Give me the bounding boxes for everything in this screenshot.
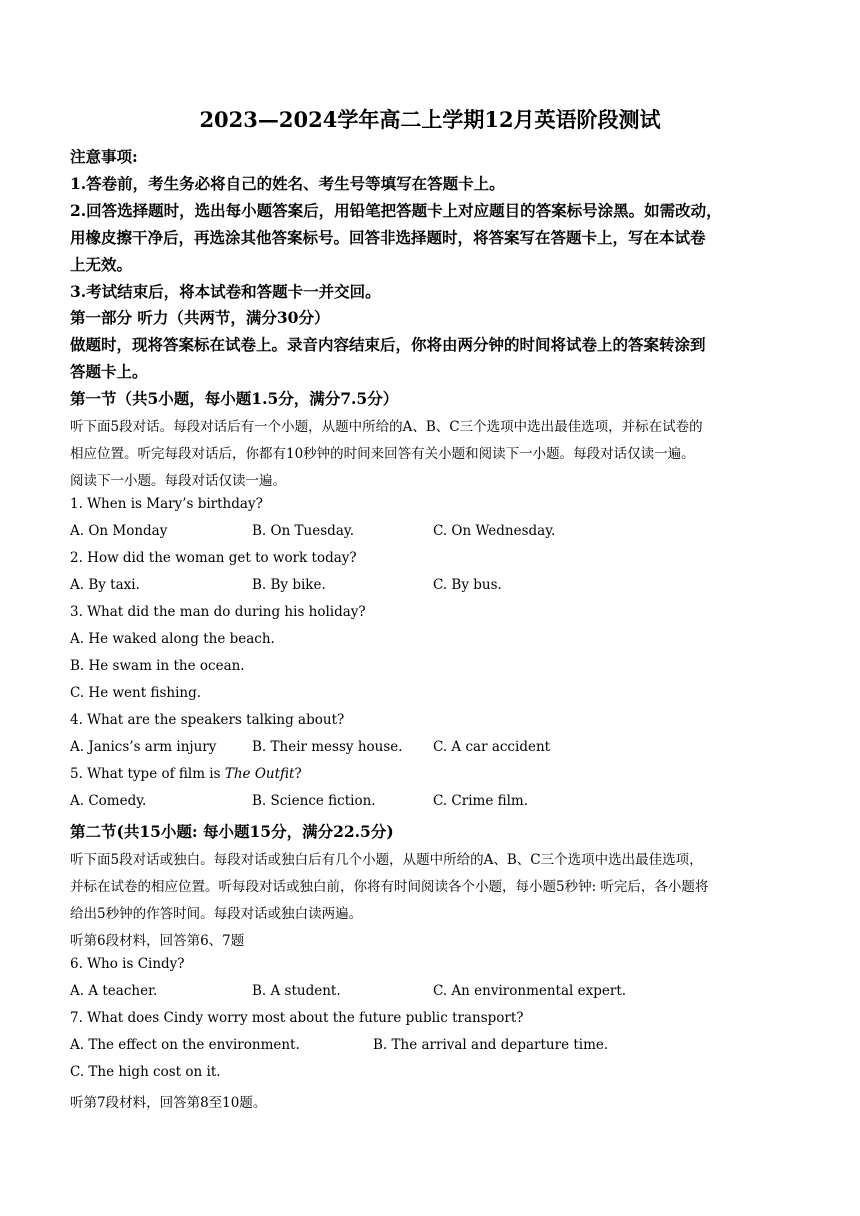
question-7-option-a: A. The effect on the environment. [70, 1037, 300, 1053]
question-6: 6. Who is Cindy? [70, 956, 185, 972]
notice-item-2-line-2: 用橡皮擦干净后，再选涂其他答案标号。回答非选择题时，将答案写在答题卡上，写在本试卷 [70, 228, 706, 247]
section1-directions-line-1: 听下面5段对话。每段对话后有一个小题，从题中所给的A、B、C三个选项中选出最佳选项，并标在试卷的 [70, 419, 703, 435]
question-4-option-c: C. A car accident [433, 739, 551, 755]
question-6-option-a: A. A teacher. [70, 983, 158, 999]
question-1-option-a: A. On Monday [70, 523, 168, 539]
question-2-option-b: B. By bike. [252, 577, 326, 593]
notice-item-1: 1.答卷前，考生务必将自己的姓名、考生号等填写在答题卡上。 [70, 174, 505, 193]
page-title: 2023—2024学年高二上学期12月英语阶段测试 [199, 107, 661, 132]
question-5-option-a: A. Comedy. [70, 793, 147, 809]
notice-item-3: 3.考试结束后，将本试卷和答题卡一并交回。 [70, 282, 381, 301]
section1-heading: 第一节（共5小题，每小题1.5分，满分7.5分） [70, 389, 399, 408]
question-1-option-b: B. On Tuesday. [252, 523, 354, 539]
question-3-option-c: C. He went fishing. [70, 685, 202, 701]
material-6-instruction: 听第6段材料，回答第6、7题 [70, 933, 245, 949]
section2-heading: 第二节(共15小题: 每小题15分，满分22.5分) [70, 822, 394, 841]
question-4-option-a: A. Janics’s arm injury [70, 739, 217, 755]
question-7-option-c: C. The high cost on it. [70, 1064, 221, 1080]
question-3-option-b: B. He swam in the ocean. [70, 658, 245, 674]
section2-directions-line-2: 并标在试卷的相应位置。听每段对话或独白前，你将有时间阅读各个小题，每小题5秒钟: 听完后，各小题将 [70, 879, 709, 895]
notice-item-2-line-3: 上无效。 [70, 255, 133, 274]
part1-intro-line-1: 做题时，现将答案标在试卷上。录音内容结束后，你将由两分钟的时间将试卷上的答案转涂到 [70, 335, 706, 354]
question-2: 2. How did the woman get to work today? [70, 550, 357, 566]
question-6-option-b: B. A student. [252, 983, 341, 999]
question-2-option-c: C. By bus. [433, 577, 502, 593]
question-5-mark: ? [294, 766, 302, 782]
material-7-instruction: 听第7段材料，回答第8至10题。 [70, 1095, 267, 1111]
question-5-option-c: C. Crime film. [433, 793, 529, 809]
notice-header: 注意事项: [70, 147, 138, 166]
part1-heading: 第一部分 听力（共两节，满分30分） [70, 308, 330, 327]
section2-directions-line-1: 听下面5段对话或独白。每段对话或独白后有几个小题，从题中所给的A、B、C三个选项中选出最佳选项， [70, 852, 703, 868]
question-4: 4. What are the speakers talking about? [70, 712, 345, 728]
question-1-option-c: C. On Wednesday. [433, 523, 556, 539]
question-2-option-a: A. By taxi. [70, 577, 140, 593]
section1-directions-line-3: 阅读下一小题。每段对话仅读一遍。 [70, 473, 286, 489]
question-5-option-b: B. Science fiction. [252, 793, 376, 809]
question-1: 1. When is Mary’s birthday? [70, 496, 263, 512]
question-3: 3. What did the man do during his holiday? [70, 604, 366, 620]
section2-directions-line-3: 给出5秒钟的作答时间。每段对话或独白读两遍。 [70, 906, 363, 922]
question-5 [70, 766, 302, 782]
question-5-text: 5. What type of film is [70, 766, 225, 782]
question-7-option-b: B. The arrival and departure time. [373, 1037, 609, 1053]
question-4-option-b: B. Their messy house. [252, 739, 403, 755]
question-7: 7. What does Cindy worry most about the future public transport? [70, 1010, 524, 1026]
notice-item-2-line-1: 2.回答选择题时，选出每小题答案后，用铅笔把答题卡上对应题目的答案标号涂黑。如需改动， [70, 201, 722, 220]
part1-intro-line-2: 答题卡上。 [70, 362, 148, 381]
question-6-option-c: C. An environmental expert. [433, 983, 627, 999]
question-3-option-a: A. He waked along the beach. [70, 631, 275, 647]
section1-directions-line-2: 相应位置。听完每段对话后，你都有10秒钟的时间来回答有关小题和阅读下一小题。每段对话仅读一遍。 [70, 446, 695, 462]
question-5-film-title: The Outfit [224, 766, 295, 782]
